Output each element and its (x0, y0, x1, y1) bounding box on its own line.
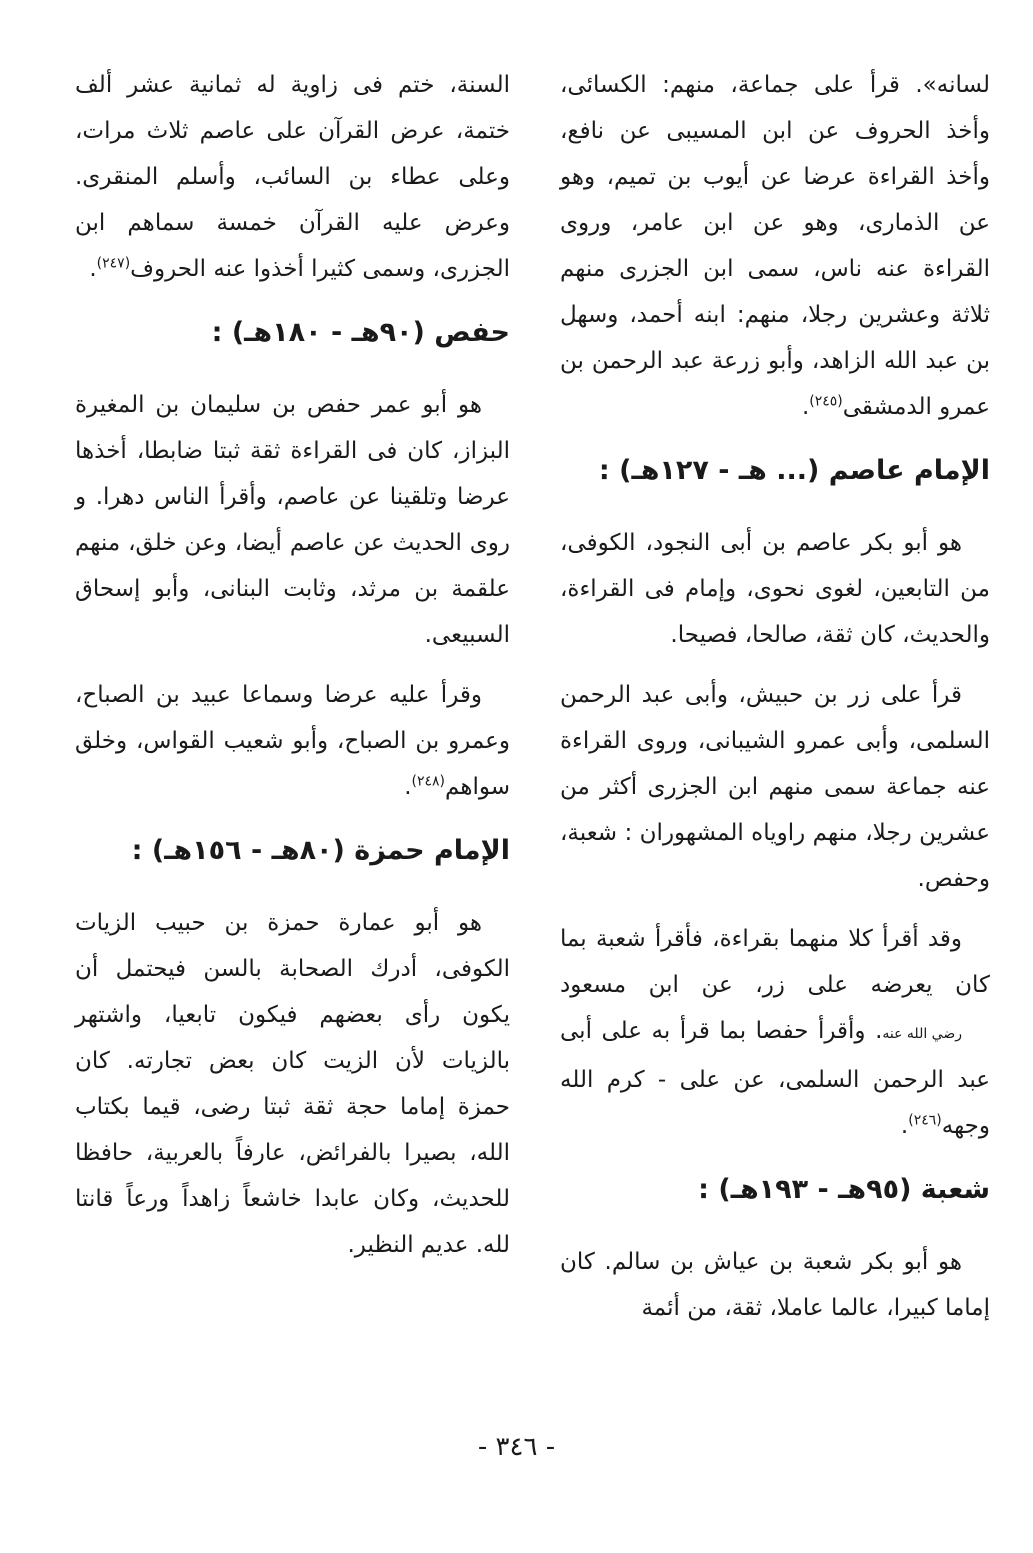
paragraph-text: وقرأ عليه عرضا وسماعا عبيد بن الصباح، وعمرو بن الصباح، وأبو شعيب القواس، وخلق سواهم (75, 682, 510, 800)
paragraph: هو أبو عمر حفص بن سليمان بن المغيرة البزاز، كان فى القراءة ثقة ثبتا ضابطا، أخذها عرضا وتلقينا عن عاصم، وأقرأ الناس دهرا. و روى الحديث عن عاصم أيضا، وعن خلق، منهم علقمة بن مرثد، وثابت البنانى، وأبو إسحاق السبيعى. (75, 392, 510, 648)
footnote-ref: (٢٤٨) (411, 773, 446, 790)
paragraph-text: السنة، ختم فى زاوية له ثمانية عشر ألف ختمة، عرض القرآن على عاصم ثلاث مرات، وعلى عطاء بن السائب، وأسلم المنقرى. وعرض عليه القرآن خمسة سماهم ابن الجزرى، وسمى كثيرا أخذوا عنه الحروف (75, 72, 510, 282)
section-heading: شعبة (٩٥هـ - ١٩٣هـ) : (698, 1174, 990, 1205)
paragraph-text: لسانه». قرأ على جماعة، منهم: الكسائى، وأخذ الحروف عن ابن المسيبى عن نافع، وأخذ القراءة عرضا عن أيوب بن تميم، وهو عن الذمارى، وهو عن ابن عامر، وروى القراءة عنه ناس، سمى ابن الجزرى منهم ثلاثة وعشرين رجلا، منهم: ابنه أحمد، وسهل بن عبد الله الزاهد، وأبو زرعة عبد الرحمن بن عمرو الدمشقى (560, 72, 990, 420)
paragraph-end: . (89, 256, 97, 282)
paragraph: هو أبو عمارة حمزة بن حبيب الزيات الكوفى، أدرك الصحابة بالسن فيحتمل أن يكون رأى بعضهم فيكون تابعيا، واشتهر بالزيات لأن الزيت كان بعض تجارته. كان حمزة إماما حجة ثقة ثبتا رضى، قيما بكتاب الله، بصيرا بالفرائض، عارفاً بالعربية، حافظا للحديث، وكان عابدا خاشعاً زاهداً ورعاً قانتا لله. عديم النظير. (75, 910, 510, 1258)
paragraph (75, 62, 510, 292)
left-column (75, 62, 510, 1282)
section-heading: الإمام حمزة (٨٠هـ - ١٥٦هـ) : (131, 835, 510, 866)
paragraph (75, 672, 510, 810)
paragraph-end: . (900, 1113, 909, 1139)
paragraph: هو أبو بكر شعبة بن عياش بن سالم. كان إماما كبيرا، عالما عاملا، ثقة، من أئمة (560, 1249, 990, 1321)
footnote-ref: (٢٤٥) (809, 393, 843, 410)
honorific-glyph: رضي الله عنه (882, 1026, 962, 1042)
footnote-ref: (٢٤٦) (908, 1112, 942, 1129)
page-number: - ٣٤٦ - (477, 1432, 556, 1462)
paragraph-end: . (801, 394, 810, 420)
paragraph (560, 916, 990, 1149)
footnote-ref: (٢٤٧) (96, 255, 131, 272)
right-column (560, 62, 990, 1345)
section-heading: حفص (٩٠هـ - ١٨٠هـ) : (211, 317, 510, 348)
paragraph: هو أبو بكر عاصم بن أبى النجود، الكوفى، من التابعين، لغوى نحوى، وإمام فى القراءة، والحديث، كان ثقة، صالحا، فصيحا. (560, 530, 990, 648)
paragraph-end: . (404, 774, 412, 800)
section-heading: الإمام عاصم (... هـ - ١٢٧هـ) : (598, 455, 990, 486)
paragraph-text: وقد أقرأ كلا منهما بقراءة، فأقرأ شعبة بما كان يعرضه على زر، عن ابن مسعود (560, 926, 990, 998)
paragraph: قرأ على زر بن حبيش، وأبى عبد الرحمن السلمى، وأبى عمرو الشيبانى، وروى القراءة عنه جماعة سمى منهم ابن الجزرى أكثر من عشرين رجلا، منهم راوياه المشهوران : شعبة، وحفص. (560, 682, 990, 892)
paragraph-text: . وأقرأ حفصا بما قرأ به على أبى عبد الرحمن السلمى، عن على - كرم الله وجهه (560, 1018, 990, 1139)
paragraph (560, 62, 990, 430)
